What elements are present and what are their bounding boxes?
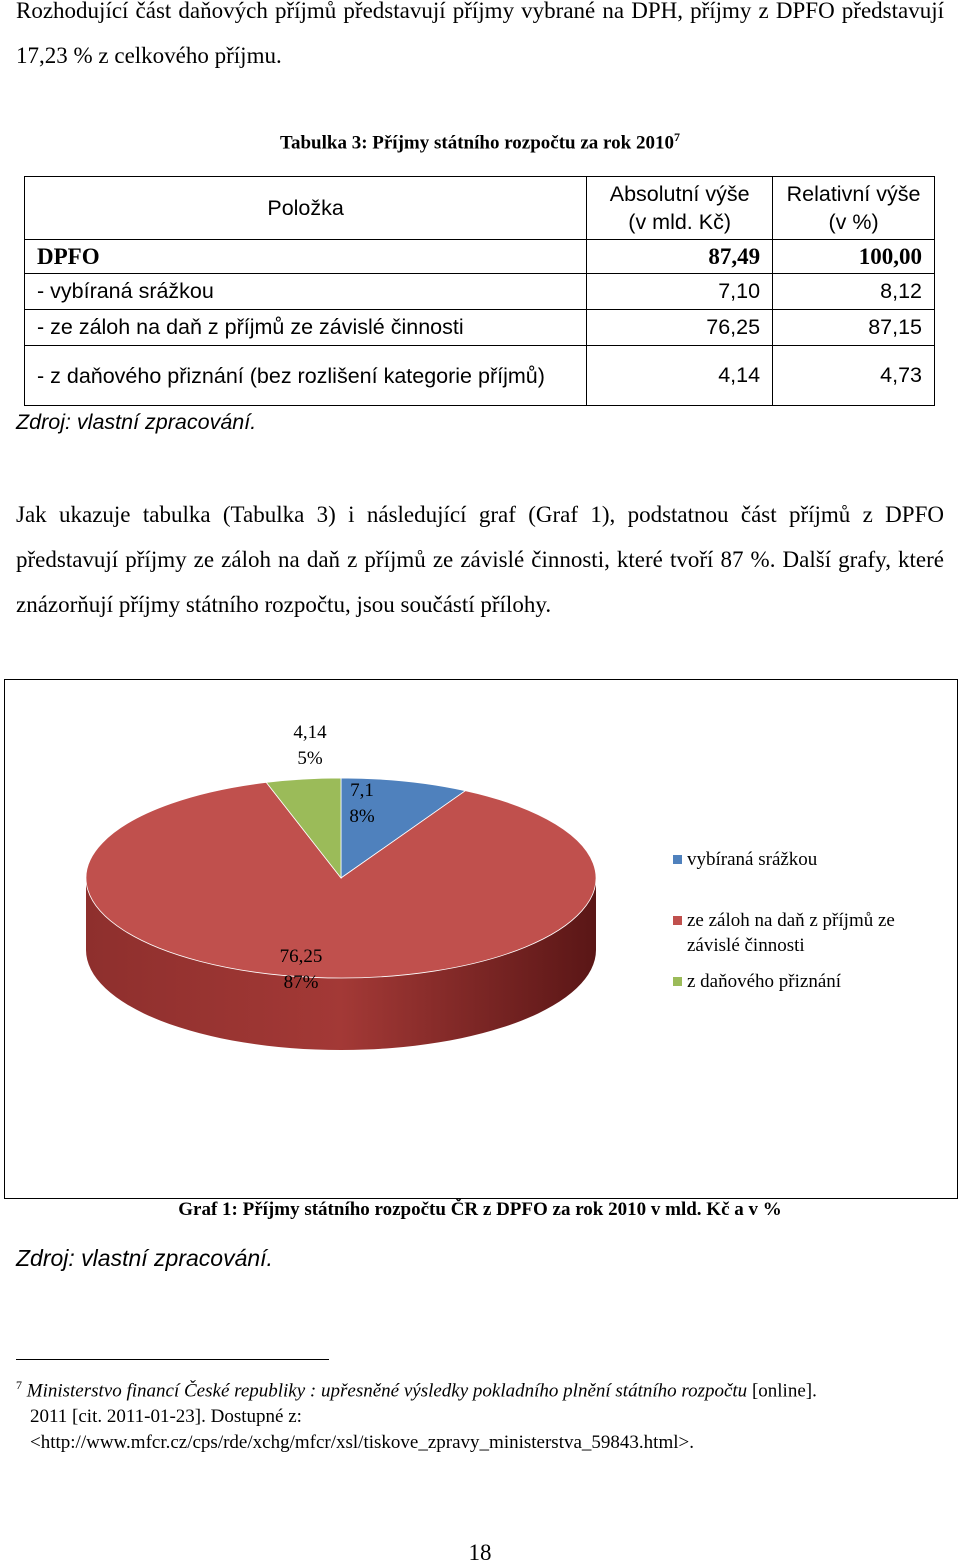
row-item: - ze záloh na daň z příjmů ze závislé činnosti (25, 310, 587, 346)
table-caption (0, 130, 960, 154)
footnote-online: [online]. (747, 1380, 817, 1402)
legend-swatch (673, 916, 682, 925)
table-source: Zdroj: vlastní zpracování. (16, 410, 257, 434)
pie-data-label: 87% (283, 972, 319, 993)
row-abs: 87,49 (587, 240, 773, 274)
legend-swatch (673, 855, 682, 864)
row-abs: 76,25 (587, 310, 773, 346)
footnote-line-2: 2011 [cit. 2011-01-23]. Dostupné z: (30, 1406, 302, 1428)
pie-data-label: 8% (349, 806, 375, 827)
footnote-rule (16, 1359, 329, 1360)
table-row (25, 274, 935, 310)
row-item-text: - z daňového přiznání (bez rozlišení kategorie příjmů) (37, 363, 545, 388)
chart-area (4, 679, 958, 1199)
table-row (25, 346, 935, 406)
header-relative: Relativní výše (v %) (773, 177, 935, 240)
pie-data-label: 76,25 (279, 946, 323, 967)
row-rel: 87,15 (773, 310, 935, 346)
row-item (25, 346, 587, 406)
table-caption-text: Tabulka 3: Příjmy státního rozpočtu za rok 2010 (280, 132, 674, 154)
footnote (16, 1372, 946, 1456)
row-rel: 4,73 (773, 346, 935, 406)
row-item: DPFO (25, 240, 587, 274)
pie-data-label: 5% (297, 748, 323, 769)
chart-source: Zdroj: vlastní zpracování. (16, 1245, 273, 1271)
row-abs: 7,10 (587, 274, 773, 310)
body-paragraph: Jak ukazuje tabulka (Tabulka 3) i následující graf (Graf 1), podstatnou část příjmů z DPFO představují příjmy ze záloh na daň z příjmů ze závislé činnosti, které tvoří 87 %. Další grafy, které znázorňují příjmy státního rozpočtu, jsou součástí přílohy. (16, 502, 944, 617)
intro-paragraph: Rozhodující část daňových příjmů představují příjmy vybrané na DPH, příjmy z DPFO představují 17,23 % z celkového příjmu. (16, 0, 944, 68)
footnote-line-3: <http://www.mfcr.cz/cps/rde/xchg/mfcr/xsl/tiskove_zpravy_ministerstva_59843.html>. (30, 1432, 694, 1454)
pie-data-label: 7,1 (350, 780, 374, 801)
footnote-line-1 (16, 1372, 946, 1404)
header-absolute: Absolutní výše (v mld. Kč) (587, 177, 773, 240)
pie-data-label: 4,14 (293, 722, 327, 743)
header-item: Položka (25, 177, 587, 240)
revenue-table (24, 176, 935, 406)
legend-item: z daňového přiznání (687, 971, 842, 992)
row-item: - vybíraná srážkou (25, 274, 587, 310)
table-row (25, 240, 935, 274)
footnote-number: 7 (16, 1378, 22, 1392)
row-rel: 8,12 (773, 274, 935, 310)
legend-item: vybíraná srážkou (687, 849, 818, 870)
footnote-italic: Ministerstvo financí České republiky : upřesněné výsledky pokladního plnění státního rozpočtu (26, 1380, 748, 1402)
row-rel: 100,00 (773, 240, 935, 274)
legend-swatch (673, 977, 682, 986)
row-abs: 4,14 (587, 346, 773, 406)
chart-caption: Graf 1: Příjmy státního rozpočtu ČR z DPFO za rok 2010 v mld. Kč a v % (178, 1199, 782, 1220)
page-number: 18 (468, 1540, 492, 1565)
legend-item: ze záloh na daň z příjmů ze závislé činnosti (687, 910, 895, 956)
footnote-ref: 7 (673, 130, 680, 144)
table-row (25, 310, 935, 346)
